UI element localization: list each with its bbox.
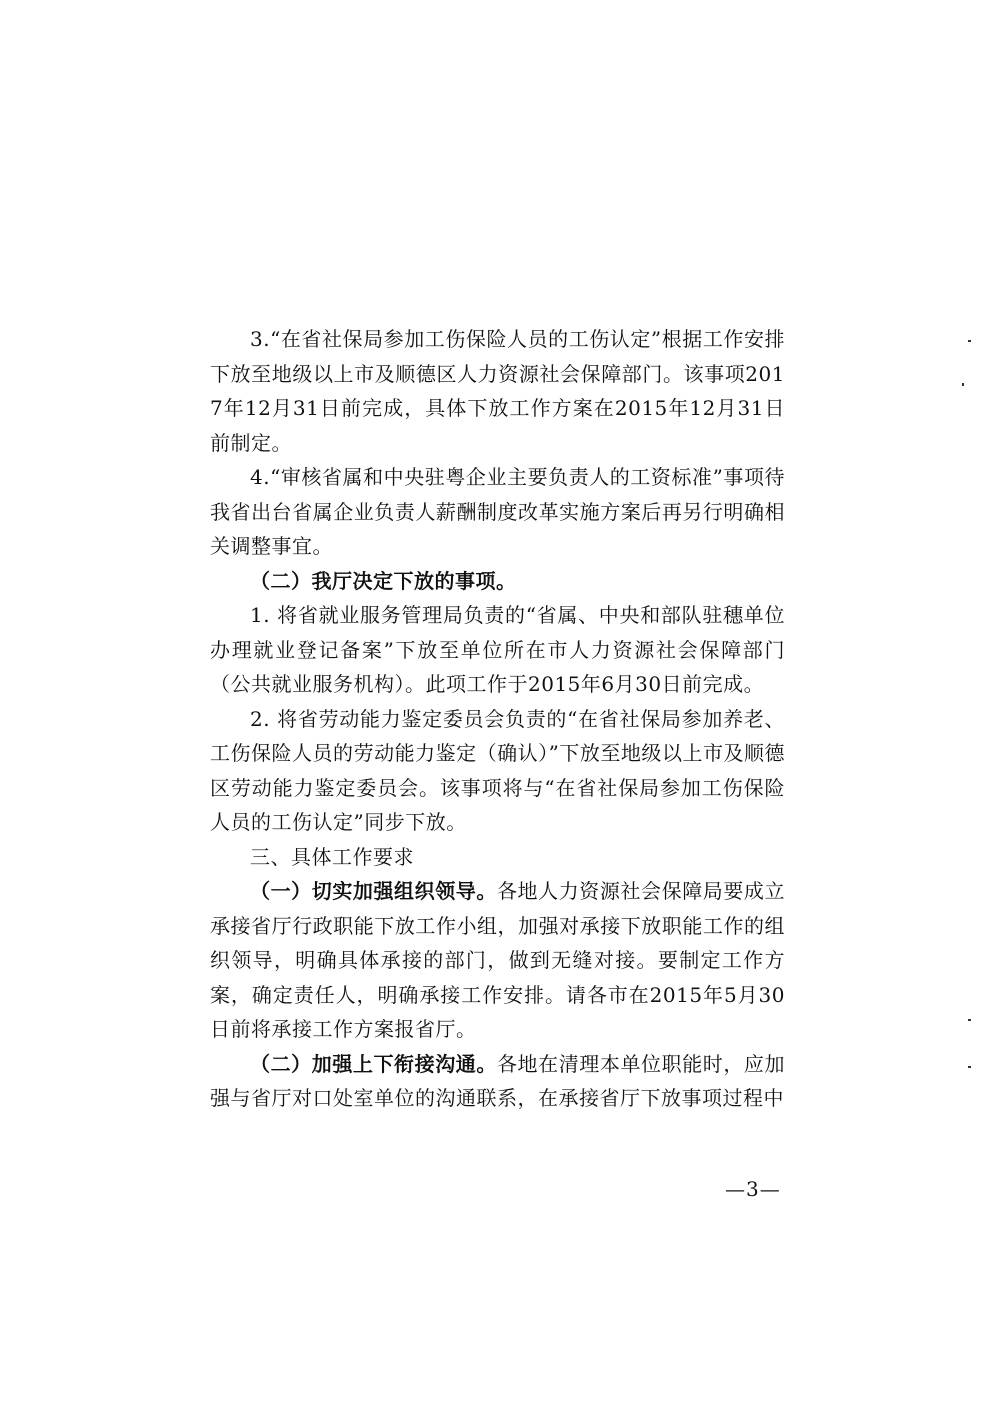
paragraph-text: 4.“审核省属和中央驻粤企业主要负责人的工资标准”事项待我省出台省属企业负责人薪酬制度改革实施方案后再另行明确相关调整事宜。 bbox=[210, 465, 785, 558]
paragraph-text: 3.“在省社保局参加工伤保险人员的工伤认定”根据工作安排下放至地级以上市及顺德区人力资源社会保障部门。该事项2017年12月31日前完成，具体下放工作方案在2015年12月31日前制定。 bbox=[210, 327, 785, 455]
paragraph-lead: （一）切实加强组织领导。 bbox=[250, 879, 497, 903]
subheading-text: （二）我厅决定下放的事项。 bbox=[250, 568, 517, 593]
scan-speck bbox=[968, 340, 971, 342]
scan-speck bbox=[968, 1019, 971, 1021]
paragraph-item-4 bbox=[210, 460, 785, 564]
page-number: —3— bbox=[725, 1177, 781, 1201]
section-heading-requirements bbox=[210, 840, 785, 875]
document-body bbox=[210, 322, 785, 1116]
paragraph-text: 2. 将省劳动能力鉴定委员会负责的“在省社保局参加养老、工伤保险人员的劳动能力鉴定（确认）”下放至地级以上市及顺德区劳动能力鉴定委员会。该事项将与“在省社保局参加工伤保险人员的工伤认定”同步下放。 bbox=[210, 706, 785, 834]
paragraph-text: 各地在清理本单位职能时，应加强与省厅对口处室单位的沟通联系，在承接省厅下放事项过程中 bbox=[210, 1051, 786, 1110]
scan-speck bbox=[962, 383, 964, 386]
paragraph-item-1 bbox=[210, 598, 785, 702]
paragraph-text: 1. 将省就业服务管理局负责的“省属、中央和部队驻穗单位办理就业登记备案”下放至单位所在市人力资源社会保障部门（公共就业服务机构）。此项工作于2015年6月30日前完成。 bbox=[210, 603, 785, 696]
section-heading-text: 三、具体工作要求 bbox=[250, 844, 414, 869]
paragraph-item-3 bbox=[210, 322, 785, 460]
paragraph-organization-leadership bbox=[210, 874, 785, 1047]
paragraph-text: 各地人力资源社会保障局要成立承接省厅行政职能下放工作小组，加强对承接下放职能工作的组织领导，明确具体承接的部门，做到无缝对接。要制定工作方案，确定责任人，明确承接工作安排。请各市在2015年5月30日前将承接工作方案报省厅。 bbox=[210, 879, 786, 1041]
paragraph-item-2 bbox=[210, 702, 785, 840]
paragraph-communication bbox=[210, 1047, 785, 1116]
subheading-delegated-items bbox=[210, 564, 785, 599]
paragraph-lead: （二）加强上下衔接沟通。 bbox=[250, 1051, 497, 1076]
scan-speck bbox=[968, 1066, 971, 1068]
